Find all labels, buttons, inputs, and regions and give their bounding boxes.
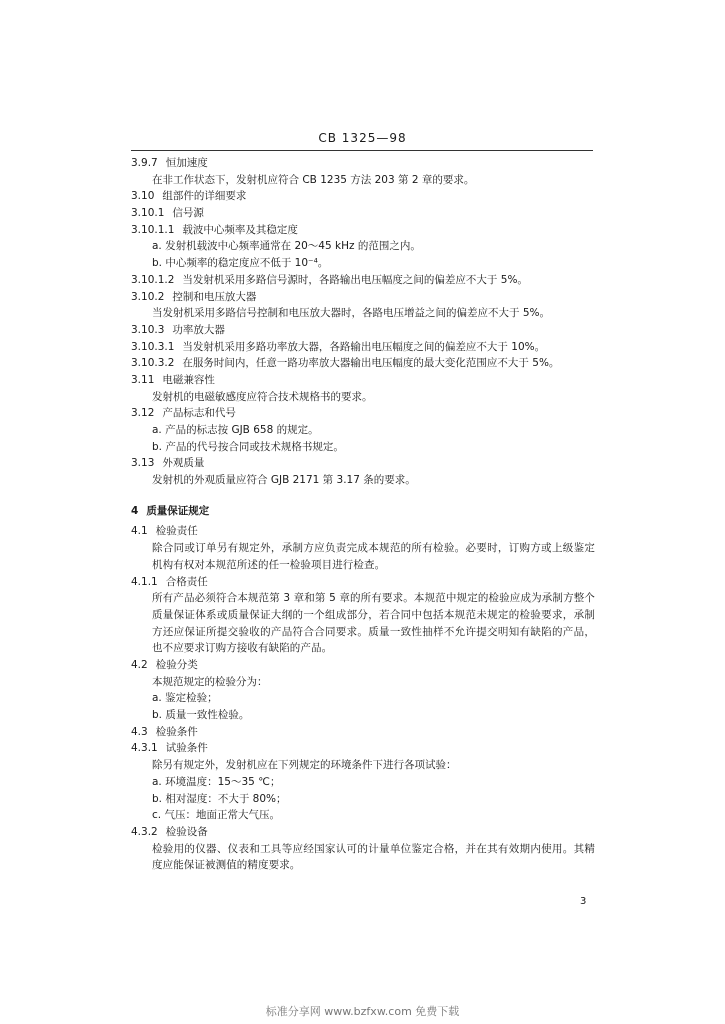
section-text: 当发射机采用多路信号源时，各路输出电压幅度之间的偏差应不大于 5%。 bbox=[182, 273, 528, 286]
section-heading bbox=[131, 740, 595, 757]
paragraph bbox=[131, 590, 595, 657]
section-text: 发射机的电磁敏感度应符合技术规格书的要求。 bbox=[152, 390, 373, 403]
paragraph bbox=[131, 305, 595, 322]
spacer bbox=[131, 489, 595, 503]
section-heading bbox=[131, 455, 595, 472]
header-rule bbox=[131, 150, 593, 151]
section-heading bbox=[131, 155, 595, 172]
section-text: 除合同或订单另有规定外，承制方应负责完成本规范的所有检验。必要时，订购方或上级鉴定机构有权对本规范所述的任一检验项目进行检查。 bbox=[152, 542, 595, 571]
section-number: 3.10.2 bbox=[131, 290, 165, 303]
section-text: 信号源 bbox=[172, 207, 204, 220]
section-text: 功率放大器 bbox=[172, 323, 225, 336]
section-text: 外观质量 bbox=[162, 457, 205, 470]
paragraph bbox=[131, 841, 595, 874]
section-text: 检验用的仪器、仪表和工具等应经国家认可的计量单位鉴定合格，并在其有效期内使用。其精度应能保证被测值的精度要求。 bbox=[152, 842, 595, 872]
paragraph bbox=[131, 238, 595, 255]
paragraph bbox=[131, 255, 595, 272]
section-text: b. 产品的代号按合同或技术规格书规定。 bbox=[152, 440, 344, 453]
section-heading bbox=[131, 372, 595, 389]
section-text: 载波中心频率及其稳定度 bbox=[182, 223, 298, 236]
section-number: 3.10.1.2 bbox=[131, 273, 175, 286]
section-number: 3.10.1 bbox=[131, 207, 165, 220]
section-text: 所有产品必须符合本规范第 3 章和第 5 章的所有要求。本规范中规定的检验应成为承制方整个质量保证体系或质量保证大纲的一个组成部分，若合同中包括本规范未规定的检验要求，承制方还应保证所提交验收的产品符合合同要求。质量一致性抽样不允许提交明知有缺陷的产品，也不应要求订购方接收有缺陷的产品。 bbox=[152, 592, 595, 655]
section-number: 3.10.3 bbox=[131, 323, 165, 336]
section-text: a. 环境温度：15～35 ℃； bbox=[152, 775, 281, 788]
chapter-4-heading bbox=[131, 503, 595, 520]
paragraph bbox=[131, 439, 595, 456]
section-text: 合格责任 bbox=[165, 575, 208, 588]
watermark-footer: 标准分享网 www.bzfxw.com 免费下载 bbox=[265, 1005, 460, 1018]
section-text: b. 质量一致性检验。 bbox=[152, 709, 250, 722]
section-heading bbox=[131, 289, 595, 306]
section-text: b. 中心频率的稳定度应不低于 10⁻⁴。 bbox=[152, 257, 329, 270]
section-number: 4.1 bbox=[131, 525, 148, 538]
section-text: 发射机的外观质量应符合 GJB 2171 第 3.17 条的要求。 bbox=[152, 474, 416, 487]
section-heading bbox=[131, 355, 595, 372]
paragraph bbox=[131, 172, 595, 189]
section-number: 3.9.7 bbox=[131, 157, 158, 169]
section-number: 3.10 bbox=[131, 190, 155, 203]
section-heading bbox=[131, 322, 595, 339]
section-heading bbox=[131, 188, 595, 205]
section-text: 组部件的详细要求 bbox=[162, 190, 247, 203]
standard-code-header: CB 1325—98 bbox=[318, 131, 407, 145]
section-text: b. 相对湿度：不大于 80%； bbox=[152, 792, 287, 805]
section-number: 4.3.2 bbox=[131, 825, 158, 838]
paragraph bbox=[131, 707, 595, 724]
chapter-4-content bbox=[131, 523, 595, 874]
section-text: 产品标志和代号 bbox=[162, 407, 236, 420]
paragraph bbox=[131, 690, 595, 707]
section-heading bbox=[131, 222, 595, 239]
paragraph bbox=[131, 791, 595, 808]
section-number: 4.2 bbox=[131, 659, 148, 672]
section-text: 检验分类 bbox=[155, 659, 198, 672]
chapter-4-title: 质量保证规定 bbox=[146, 504, 210, 517]
paragraph bbox=[131, 472, 595, 489]
chapter-3-content bbox=[131, 155, 595, 489]
section-heading bbox=[131, 272, 595, 289]
section-number: 3.13 bbox=[131, 457, 155, 470]
section-text: c. 气压：地面正常大气压。 bbox=[152, 809, 280, 822]
section-text: 除另有规定外，发射机应在下列规定的环境条件下进行各项试验： bbox=[152, 759, 457, 772]
paragraph bbox=[131, 422, 595, 439]
section-number: 3.10.3.2 bbox=[131, 357, 175, 370]
section-heading bbox=[131, 574, 595, 591]
section-text: 检验条件 bbox=[155, 725, 198, 738]
paragraph bbox=[131, 757, 595, 774]
section-text: a. 发射机载波中心频率通常在 20～45 kHz 的范围之内。 bbox=[152, 240, 421, 253]
section-heading bbox=[131, 824, 595, 841]
section-number: 3.12 bbox=[131, 407, 155, 420]
section-text: 试验条件 bbox=[165, 742, 208, 755]
section-text: a. 鉴定检验； bbox=[152, 692, 218, 705]
section-heading bbox=[131, 657, 595, 674]
document-body bbox=[131, 155, 595, 874]
section-number: 4.3.1 bbox=[131, 742, 158, 755]
section-text: 控制和电压放大器 bbox=[172, 290, 257, 303]
section-heading bbox=[131, 405, 595, 422]
paragraph bbox=[131, 807, 595, 824]
section-number: 3.10.3.1 bbox=[131, 340, 175, 353]
section-text: 在非工作状态下，发射机应符合 CB 1235 方法 203 第 2 章的要求。 bbox=[152, 173, 475, 186]
section-text: 恒加速度 bbox=[165, 157, 208, 169]
section-text: 检验责任 bbox=[155, 525, 198, 538]
section-number: 4.1.1 bbox=[131, 575, 158, 588]
section-heading bbox=[131, 205, 595, 222]
paragraph bbox=[131, 389, 595, 406]
page-number: 3 bbox=[580, 896, 587, 907]
chapter-4-number: 4 bbox=[131, 504, 139, 517]
paragraph bbox=[131, 674, 595, 691]
section-text: 在服务时间内，任意一路功率放大器输出电压幅度的最大变化范围应不大于 5%。 bbox=[182, 357, 560, 370]
section-text: 检验设备 bbox=[165, 825, 208, 838]
section-text: 当发射机采用多路信号控制和电压放大器时，各路电压增益之间的偏差应不大于 5%。 bbox=[152, 307, 550, 320]
paragraph bbox=[131, 540, 595, 573]
section-heading bbox=[131, 724, 595, 741]
section-text: a. 产品的标志按 GJB 658 的规定。 bbox=[152, 424, 319, 436]
section-number: 4.3 bbox=[131, 725, 148, 738]
section-text: 当发射机采用多路功率放大器，各路输出电压幅度之间的偏差应不大于 10%。 bbox=[182, 340, 546, 353]
section-heading bbox=[131, 523, 595, 540]
section-number: 3.11 bbox=[131, 373, 155, 386]
section-text: 电磁兼容性 bbox=[162, 373, 215, 386]
section-text: 本规范规定的检验分为： bbox=[152, 675, 268, 688]
section-heading bbox=[131, 339, 595, 356]
section-number: 3.10.1.1 bbox=[131, 223, 175, 236]
paragraph bbox=[131, 774, 595, 791]
